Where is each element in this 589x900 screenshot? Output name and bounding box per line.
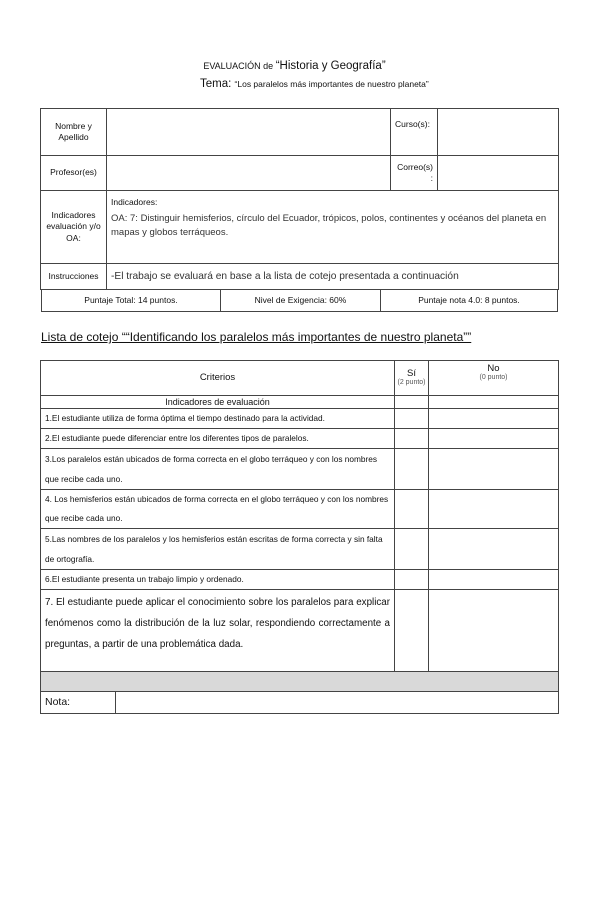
profesor-field[interactable]	[107, 156, 391, 191]
grey-separator-row	[41, 672, 559, 692]
tema-text: “Los paralelos más importantes de nuestro planeta”	[234, 79, 429, 89]
criterion-7: 7. El estudiante puede aplicar el conocimiento sobre los paralelos para explicar fenómenos como la distribución de la luz solar, respondiendo correctamente a preguntas, a partir de una problemática dada.	[41, 590, 395, 672]
criterion-6: 6.El estudiante presenta un trabajo limpio y ordenado.	[41, 570, 395, 590]
si-cell-5[interactable]	[395, 529, 429, 570]
indicadores-cell	[107, 191, 559, 264]
nota-field[interactable]	[116, 692, 559, 714]
nota-label: Nota:	[41, 692, 116, 714]
no-cell-3[interactable]	[429, 449, 559, 490]
no-cell-2[interactable]	[429, 429, 559, 449]
criterion-4: 4. Los hemisferios están ubicados de forma correcta en el globo terráqueo y con los nombres que recibe cada uno.	[41, 490, 395, 529]
si-label: Sí	[407, 367, 416, 379]
si-cell-6[interactable]	[395, 570, 429, 590]
curso-field[interactable]	[438, 109, 559, 156]
criterion-3: 3.Los paralelos están ubicados de forma correcta en el globo terráqueo y con los nombres que recibe cada uno.	[41, 449, 395, 490]
correo-label: Correo(s) :	[391, 156, 438, 191]
summary-table	[41, 289, 558, 312]
criterion-1: 1.El estudiante utiliza de forma óptima el tiempo destinado para la actividad.	[41, 409, 395, 429]
criterios-header: Criterios	[41, 361, 395, 396]
no-cell-6[interactable]	[429, 570, 559, 590]
no-header	[429, 361, 559, 396]
no-cell-1[interactable]	[429, 409, 559, 429]
no-points: (0 punto)	[479, 374, 508, 382]
no-label: No	[487, 363, 500, 374]
lista-title: Lista de cotejo ““Identificando los paralelos más importantes de nuestro planeta””	[41, 330, 472, 344]
no-cell-5[interactable]	[429, 529, 559, 570]
nombre-label: Nombre y Apellido	[41, 109, 107, 156]
profesor-label: Profesor(es)	[41, 156, 107, 191]
no-cell-7[interactable]	[429, 590, 559, 672]
indicadores-eval-header: Indicadores de evaluación	[41, 396, 395, 409]
si-cell-3[interactable]	[395, 449, 429, 490]
info-table	[40, 108, 559, 290]
evaluation-title	[0, 60, 589, 72]
nivel-exigencia: Nivel de Exigencia: 60%	[221, 290, 381, 312]
si-cell-1[interactable]	[395, 409, 429, 429]
criterion-5: 5.Las nombres de los paralelos y los hemisferios están escritas de forma correcta y sin falta de ortografía.	[41, 529, 395, 570]
indicadores-label: Indicadores evaluación y/o OA:	[41, 191, 107, 264]
si-cell-2[interactable]	[395, 429, 429, 449]
indicadores-heading: Indicadores:	[111, 197, 158, 207]
puntaje-nota: Puntaje nota 4.0: 8 puntos.	[381, 290, 558, 312]
nombre-field[interactable]	[107, 109, 391, 156]
criterion-2: 2.El estudiante puede diferenciar entre los diferentes tipos de paralelos.	[41, 429, 395, 449]
si-header	[395, 361, 429, 396]
puntaje-total: Puntaje Total: 14 puntos.	[42, 290, 221, 312]
si-cell-header[interactable]	[395, 396, 429, 409]
curso-label: Curso(s):	[391, 109, 438, 156]
si-cell-4[interactable]	[395, 490, 429, 529]
no-cell-header[interactable]	[429, 396, 559, 409]
criteria-table	[40, 360, 559, 714]
correo-field[interactable]	[438, 156, 559, 191]
evaluation-subject: “Historia y Geografía”	[275, 60, 386, 72]
tema-line	[200, 78, 429, 90]
tema-label: Tema:	[200, 78, 232, 90]
no-cell-4[interactable]	[429, 490, 559, 529]
instrucciones-label: Instrucciones	[41, 264, 107, 290]
evaluation-prefix: EVALUACIÓN de	[203, 61, 274, 71]
indicadores-text: OA: 7: Distinguir hemisferios, círculo del Ecuador, trópicos, polos, continentes y océanos del planeta en mapas y globos terráqueos.	[111, 213, 547, 239]
si-points: (2 punto)	[397, 379, 426, 387]
instrucciones-text: -El trabajo se evaluará en base a la lista de cotejo presentada a continuación	[107, 264, 559, 290]
si-cell-7[interactable]	[395, 590, 429, 672]
